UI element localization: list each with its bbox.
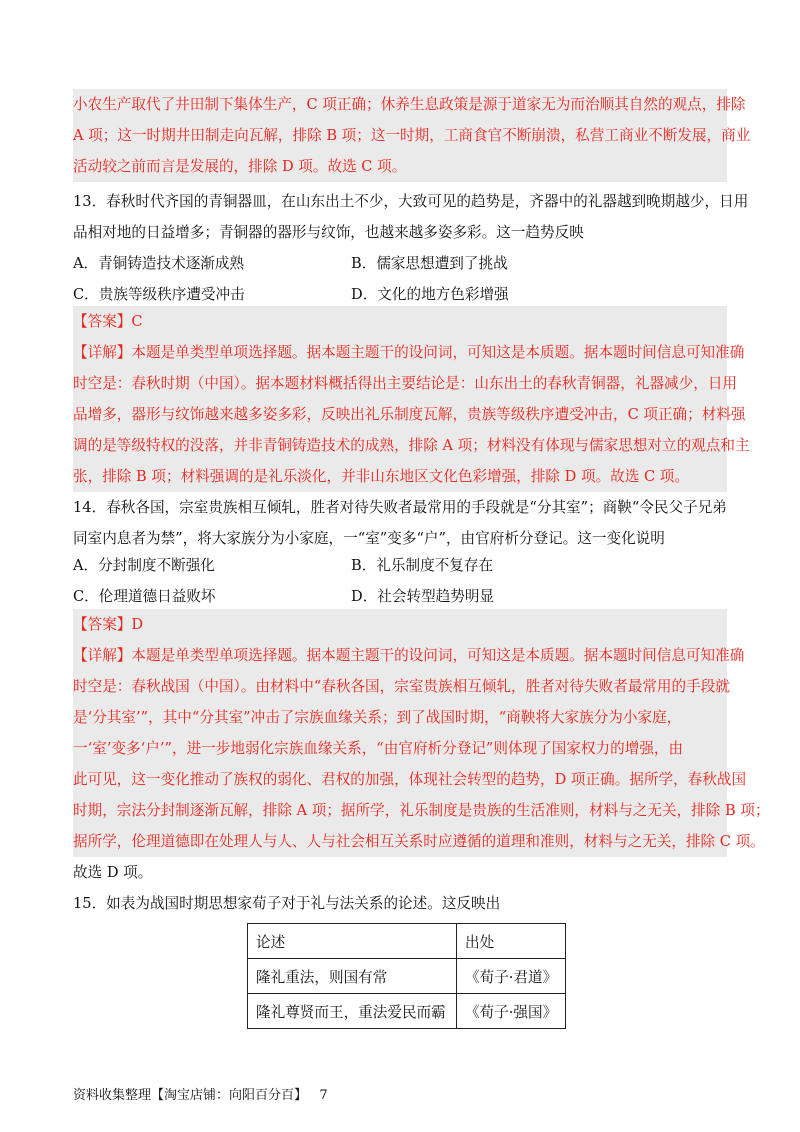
q13-options [73,248,651,310]
explanation-line: 时期，宗法分封制逐渐瓦解，排除 A 项；据所学，礼乐制度是贵族的生活准则，材料与之无关，排除 B 项； [73,802,770,819]
option-b: B．儒家思想遭到了挑战 [351,255,508,272]
table-header-row [248,924,566,959]
option-a: A．青铜铸造技术逐渐成熟 [73,255,245,272]
explanation-line: 时空是：春秋战国（中国）。由材料中“春秋各国，宗室贵族相互倾轧，胜者对待失败者最常用的手段就 [73,678,730,695]
table-cell: 隆礼尊贤而王，重法爱民而霸 [248,994,457,1029]
explanation-line: 小农生产取代了井田制下集体生产，C 项正确；休养生息政策是源于道家无为而治顺其自然的观点，排除 [73,96,746,113]
stem-line: 15．如表为战国时期思想家荀子对于礼与法关系的论述。这反映出 [73,895,501,912]
table-row [248,994,566,1029]
table-row [248,959,566,994]
answer-label: 【答案】D [73,616,144,633]
explanation-line: 品增多，器形与纹饰越来越多姿多彩，反映出礼乐制度瓦解，贵族等级秩序遭受冲击，C 项正确；材料强 [73,406,746,423]
table-header-cell: 论述 [248,924,457,959]
q12-explanation-continued [73,89,751,182]
explanation-line: 调的是等级特权的没落，并非青铜铸造技术的成熟，排除 A 项；材料没有体现与儒家思想对立的观点和主 [73,437,750,454]
stem-line: 14．春秋各国，宗室贵族相互倾轧，胜者对待失败者最常用的手段就是“分其室”；商鞅“令民父子兄弟 [73,499,727,516]
explanation-line: A 项；这一时期井田制走向瓦解，排除 B 项；这一时期，工商食官不断崩溃，私营工商业不断发展，商业 [73,127,751,144]
page-footer [73,1084,328,1103]
stem-line: 13．春秋时代齐国的青铜器皿，在山东出土不少，大致可见的趋势是，齐器中的礼器越到晚期越少，日用 [73,193,749,210]
option-d: D．社会转型趋势明显 [351,588,495,605]
explanation-line: 故选 D 项。 [73,864,153,881]
option-b: B．礼乐制度不复存在 [351,557,494,574]
explanation-line: 是‘分其室’”，其中“分其室”冲击了宗族血缘关系；到了战国时期，“商鞅将大家族分为小家庭， [73,709,682,726]
explanation-line: 时空是：春秋时期（中国）。据本题材料概括得出主要结论是：山东出土的春秋青铜器，礼器减少，日用 [73,375,738,392]
explanation-line: 活动较之前而言是发展的，排除 D 项。故选 C 项。 [73,158,407,175]
explanation-line: 【详解】本题是单类型单项选择题。据本题主题干的设问词，可知这是本质题。据本题时间信息可知准确 [73,344,745,361]
q15-source-table [247,923,566,1029]
option-c: C．伦理道德日益败坏 [73,588,216,605]
explanation-line: 张，排除 B 项；材料强调的是礼乐淡化，并非山东地区文化色彩增强，排除 D 项。故选 C 项。 [73,468,689,485]
explanation-line: 此可见，这一变化推动了族权的弱化、君权的加强，体现社会转型的趋势，D 项正确。据所学，春秋战国 [73,771,747,788]
option-c: C．贵族等级秩序遭受冲击 [73,286,245,303]
option-d: D．文化的地方色彩增强 [351,286,509,303]
table-cell: 《荀子·君道》 [457,959,566,994]
option-a: A．分封制度不断强化 [73,557,215,574]
footer-text: 资料收集整理【淘宝店铺：向阳百分百】 [73,1088,308,1103]
answer-label: 【答案】C [73,313,143,330]
q15-stem [73,888,727,919]
q13-answer-block [73,306,750,492]
stem-line: 同室内息者为禁”，将大家族分为小家庭，一“室”变多“户”，由官府析分登记。这一变化说明 [73,530,665,547]
q14-stem [73,492,727,554]
q14-options [73,550,651,612]
stem-line: 品相对地的日益增多；青铜器的器形与纹饰，也越来越多姿多彩。这一趋势反映 [73,224,584,241]
q14-answer-block [73,609,770,857]
explanation-line: 【详解】本题是单类型单项选择题。据本题主题干的设问词，可知这是本质题。据本题时间信息可知准确 [73,647,745,664]
table-cell: 《荀子·强国》 [457,994,566,1029]
explanation-line: 一‘室’变多‘户’”，进一步地弱化宗族血缘关系，“由官府析分登记”则体现了国家权力的增强，由 [73,740,684,757]
q14-explanation-tail [73,857,727,888]
table-cell: 隆礼重法，则国有常 [248,959,457,994]
page-number: 7 [319,1088,328,1103]
table-header-cell: 出处 [457,924,566,959]
q13-stem [73,186,749,248]
explanation-line: 据所学，伦理道德即在处理人与人、人与社会相互关系时应遵循的道理和准则，材料与之无关，排除 C 项。 [73,833,765,850]
